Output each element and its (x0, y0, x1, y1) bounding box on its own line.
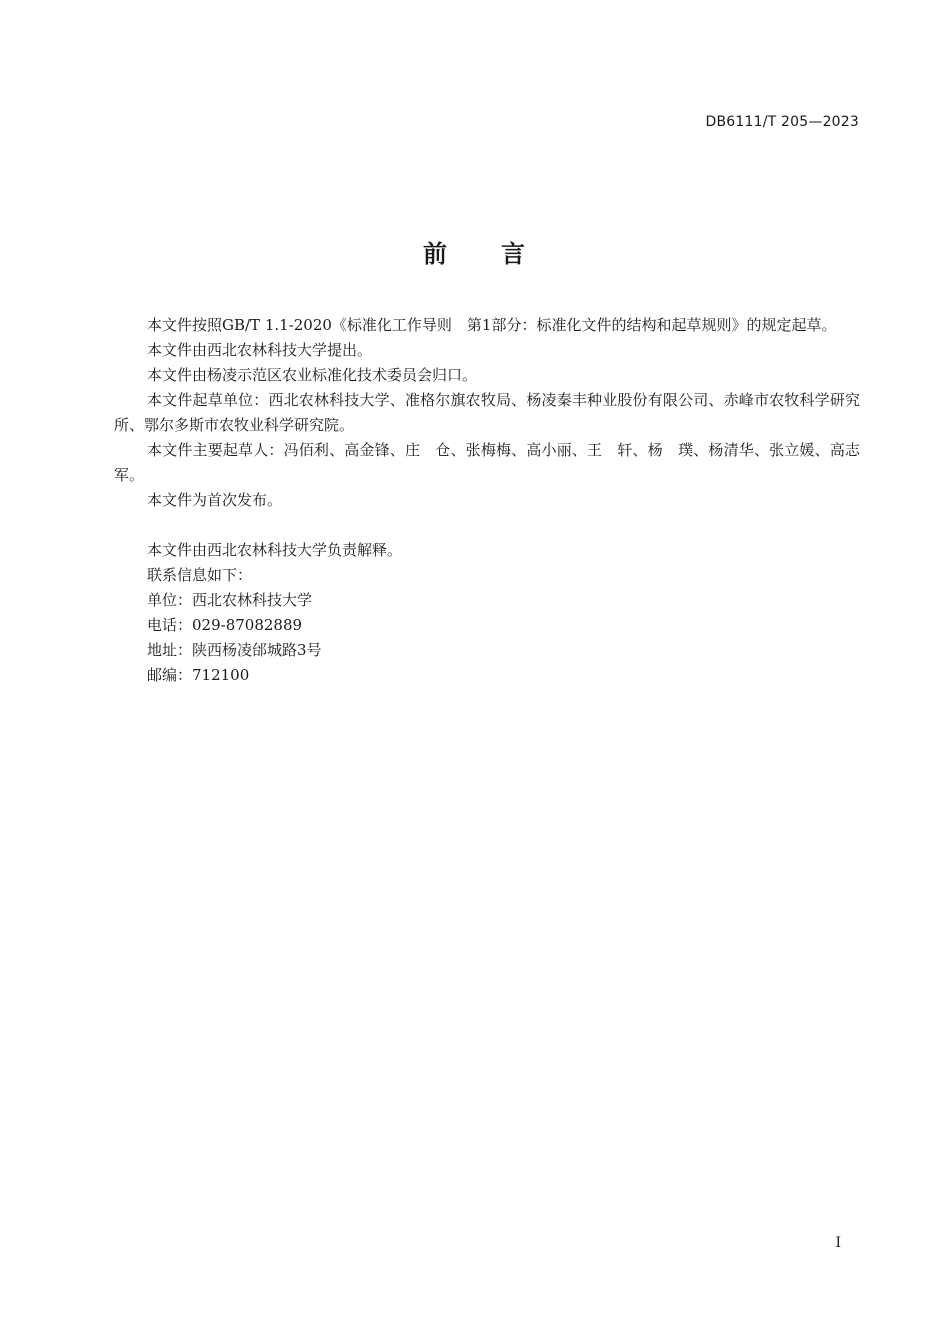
contact-heading: 联系信息如下： (147, 566, 253, 584)
paragraph-interpretation: 本文件由西北农林科技大学负责解释。 (147, 541, 403, 559)
paragraph-drafting-units: 本文件起草单位：西北农林科技大学、准格尔旗农牧局、杨凌秦丰种业股份有限公司、赤峰市农牧科学研究所、鄂尔多斯市农牧业科学研究院。 (114, 391, 860, 434)
contact-address: 地址：陕西杨凌邰城路3号 (147, 641, 322, 659)
page-number: I (835, 1235, 841, 1251)
paragraph-proposer: 本文件由西北农林科技大学提出。 (147, 341, 373, 359)
page-title (0, 234, 950, 269)
contact-phone: 电话：029-87082889 (147, 616, 303, 634)
preface-body (114, 313, 860, 688)
paragraph-centralized-by: 本文件由杨凌示范区农业标准化技术委员会归口。 (147, 366, 478, 384)
contact-postcode: 邮编：712100 (147, 666, 250, 684)
paragraph-drafters: 本文件主要起草人：冯佰利、高金锋、庄 仓、张梅梅、高小丽、王 轩、杨 璞、杨清华、张立媛、高志军。 (114, 441, 860, 484)
paragraph-first-release: 本文件为首次发布。 (147, 491, 283, 509)
blank-line (114, 513, 860, 538)
title-char-1: 前 (423, 240, 449, 268)
paragraph-drafting-basis: 本文件按照GB/T 1.1-2020《标准化工作导则 第1部分：标准化文件的结构和起草规则》的规定起草。 (147, 316, 837, 334)
contact-unit: 单位：西北农林科技大学 (147, 591, 313, 609)
document-code: DB6111/T 205—2023 (705, 114, 859, 130)
title-char-2: 言 (501, 240, 527, 268)
